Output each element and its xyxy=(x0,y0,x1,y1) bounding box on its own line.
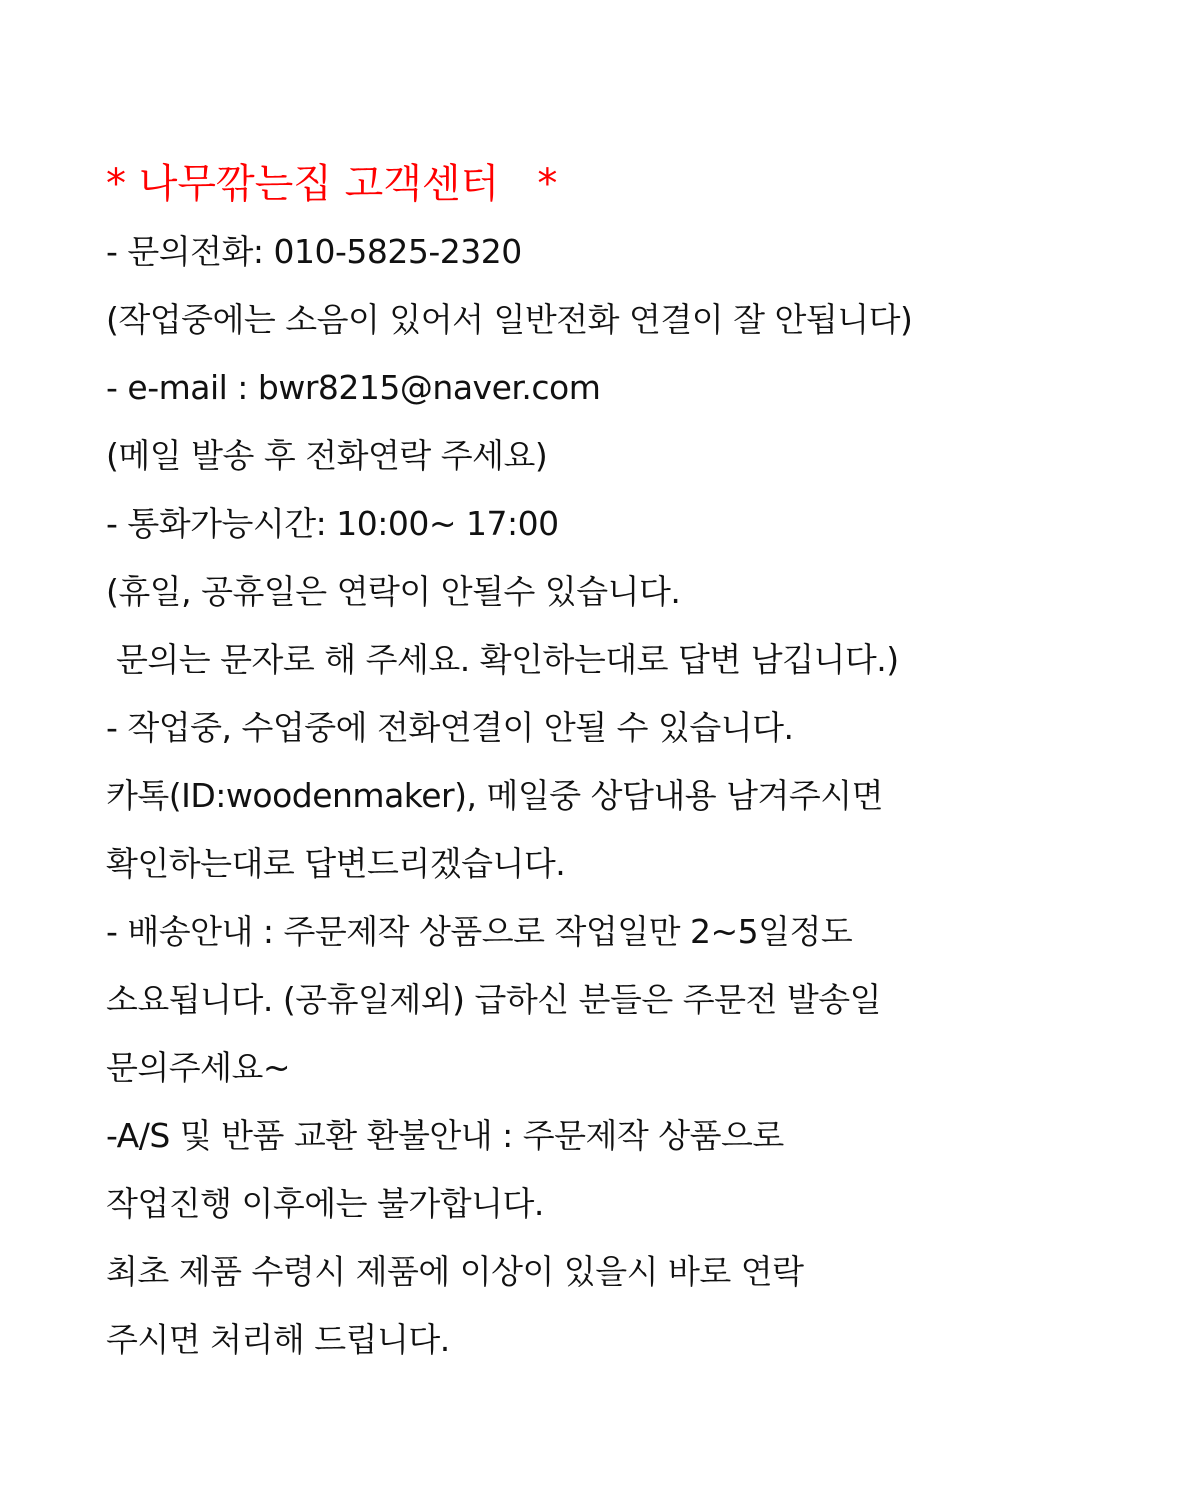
defect-note-line-1: 최초 제품 수령시 제품에 이상이 있을시 바로 연락 xyxy=(106,1252,804,1291)
defect-note-line-2: 주시면 처리해 드립니다. xyxy=(106,1320,450,1359)
as-refund-line-2: 작업진행 이후에는 불가합니다. xyxy=(106,1184,544,1223)
work-call-note: - 작업중, 수업중에 전화연결이 안될 수 있습니다. xyxy=(106,708,794,747)
call-hours-line: - 통화가능시간: 10:00~ 17:00 xyxy=(106,504,559,543)
shipping-info-line-3: 문의주세요~ xyxy=(106,1048,291,1087)
email-line: - e-mail : bwr8215@naver.com xyxy=(106,368,601,407)
phone-inquiry-line: - 문의전화: 010-5825-2320 xyxy=(106,232,522,271)
shipping-info-line-2: 소요됩니다. (공휴일제외) 급하신 분들은 주문전 발송일 xyxy=(106,980,882,1019)
as-refund-line-1: -A/S 및 반품 교환 환불안내 : 주문제작 상품으로 xyxy=(106,1116,784,1155)
holiday-note-line-1: (휴일, 공휴일은 연락이 안될수 있습니다. xyxy=(106,572,681,611)
kakao-email-note: 카톡(ID:woodenmaker), 메일중 상담내용 남겨주시면 xyxy=(106,776,883,815)
notice-title: * 나무깎는집 고객센터 * xyxy=(106,161,558,207)
email-note: (메일 발송 후 전화연락 주세요) xyxy=(106,436,548,475)
customer-center-notice xyxy=(106,150,1146,1374)
reply-note: 확인하는대로 답변드리겠습니다. xyxy=(106,844,566,883)
holiday-note-line-2: 문의는 문자로 해 주세요. 확인하는대로 답변 남깁니다.) xyxy=(106,640,899,679)
phone-noise-note: (작업중에는 소음이 있어서 일반전화 연결이 잘 안됩니다) xyxy=(106,300,913,339)
shipping-info-line-1: - 배송안내 : 주문제작 상품으로 작업일만 2~5일정도 xyxy=(106,912,853,951)
